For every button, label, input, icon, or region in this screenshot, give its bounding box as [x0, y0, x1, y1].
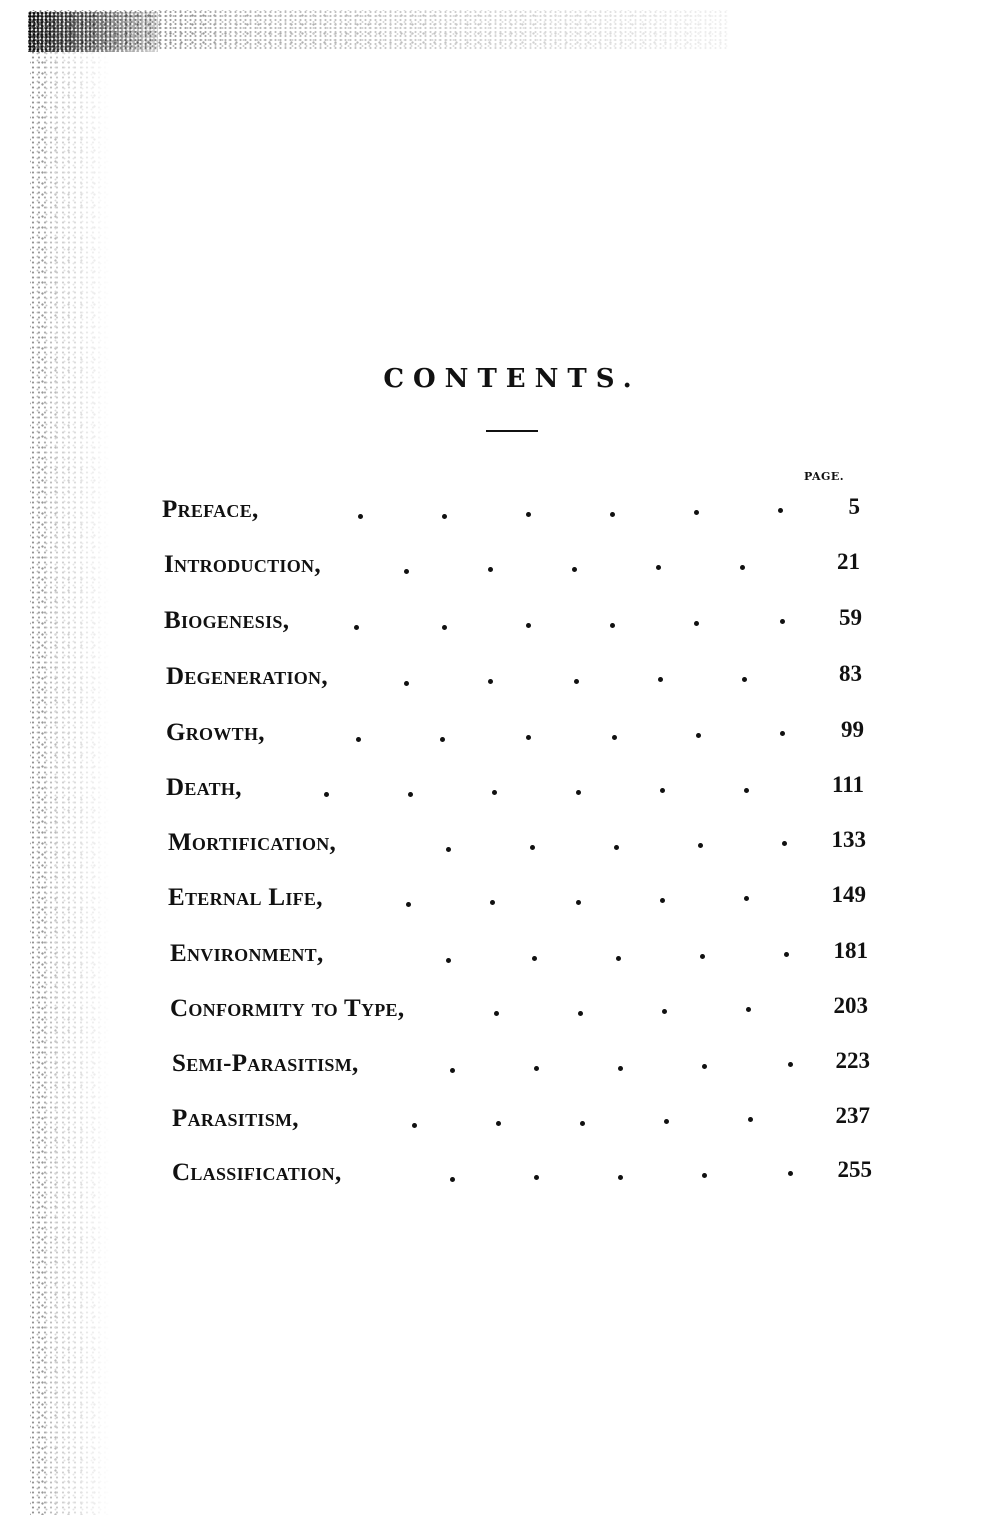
toc-entry-title: Introduction,	[164, 551, 321, 578]
leader-dot	[576, 790, 581, 795]
leader-dot	[616, 956, 621, 961]
toc-entry-title: Growth,	[166, 719, 265, 746]
leader-dot	[694, 510, 699, 515]
toc-entry	[0, 825, 1000, 865]
leader-dot	[450, 1177, 455, 1182]
leader-dot	[354, 625, 359, 630]
leader-dot	[658, 677, 663, 682]
leader-dot	[700, 954, 705, 959]
leader-dot	[746, 1007, 751, 1012]
leader-dot	[442, 625, 447, 630]
toc-entry	[0, 880, 1000, 920]
leader-dot	[440, 737, 445, 742]
leader-dot	[442, 514, 447, 519]
toc-entry-page: 5	[848, 494, 860, 519]
toc-entry	[0, 1046, 1000, 1086]
leader-dot	[534, 1066, 539, 1071]
leader-dot	[780, 731, 785, 736]
leader-dot	[702, 1064, 707, 1069]
toc-entry	[0, 991, 1000, 1031]
toc-entry-title: Parasitism,	[172, 1105, 299, 1132]
leader-dot	[490, 900, 495, 905]
leader-dot	[744, 896, 749, 901]
leader-dot	[748, 1117, 753, 1122]
leader-dot	[356, 737, 361, 742]
toc-entry-title: Conformity to Type,	[170, 995, 405, 1022]
leader-dot	[578, 1011, 583, 1016]
leader-dot	[788, 1171, 793, 1176]
toc-entry-page: 181	[833, 938, 868, 963]
leader-dot	[610, 623, 615, 628]
toc-entry	[0, 770, 1000, 810]
toc-entry-title: Mortification,	[168, 829, 337, 856]
leader-dot	[660, 788, 665, 793]
toc-entry-page: 133	[831, 827, 866, 852]
toc-entry	[0, 715, 1000, 755]
leader-dot	[494, 1011, 499, 1016]
toc-entry-page: 203	[833, 993, 868, 1018]
toc-entry	[0, 492, 1000, 532]
leader-dot	[618, 1175, 623, 1180]
leader-dot	[530, 845, 535, 850]
leader-dot	[580, 1121, 585, 1126]
leader-dot	[358, 514, 363, 519]
leader-dot	[534, 1175, 539, 1180]
leader-dot	[526, 512, 531, 517]
leader-dot	[656, 565, 661, 570]
leader-dot	[408, 792, 413, 797]
leader-dot	[610, 512, 615, 517]
leader-dot	[404, 681, 409, 686]
toc-entry-title: Environment,	[170, 940, 324, 967]
toc-entry	[0, 547, 1000, 587]
leader-dot	[702, 1173, 707, 1178]
toc-entry	[0, 1155, 1000, 1195]
page-title: CONTENTS.	[383, 364, 641, 394]
leader-dot	[740, 565, 745, 570]
toc-entry-title: Classification,	[172, 1159, 342, 1186]
leader-dot	[696, 733, 701, 738]
leader-dot	[778, 508, 783, 513]
page-column-heading: PAGE.	[804, 470, 845, 483]
leader-dot	[662, 1009, 667, 1014]
leader-dot	[526, 623, 531, 628]
leader-dot	[572, 567, 577, 572]
leader-dot	[574, 679, 579, 684]
leader-dot	[496, 1121, 501, 1126]
leader-dot	[404, 569, 409, 574]
leader-dot	[488, 567, 493, 572]
leader-dot	[782, 841, 787, 846]
leader-dot	[744, 788, 749, 793]
toc-entry-title: Eternal Life,	[168, 884, 323, 911]
leader-dot	[446, 847, 451, 852]
toc-entry	[0, 1101, 1000, 1141]
toc-entry-page: 223	[835, 1048, 870, 1073]
toc-entry-page: 237	[835, 1103, 870, 1128]
toc-entry	[0, 659, 1000, 699]
toc-entry-title: Preface,	[162, 496, 259, 523]
toc-entry-page: 99	[841, 717, 864, 742]
leader-dot	[450, 1068, 455, 1073]
toc-entry-title: Biogenesis,	[164, 607, 290, 634]
leader-dot	[576, 900, 581, 905]
toc-entry	[0, 936, 1000, 976]
leader-dot	[742, 677, 747, 682]
leader-dot	[446, 958, 451, 963]
leader-dot	[612, 735, 617, 740]
toc-entry-page: 21	[837, 549, 860, 574]
leader-dot	[412, 1123, 417, 1128]
toc-entry-page: 149	[831, 882, 866, 907]
leader-dot	[532, 956, 537, 961]
leader-dot	[618, 1066, 623, 1071]
toc-entry-title: Death,	[166, 774, 242, 801]
toc-entry-title: Semi-Parasitism,	[172, 1050, 359, 1077]
leader-dot	[784, 952, 789, 957]
toc-entry-page: 59	[839, 605, 862, 630]
leader-dot	[526, 735, 531, 740]
leader-dot	[780, 619, 785, 624]
toc-entry-title: Degeneration,	[166, 663, 328, 690]
leader-dot	[788, 1062, 793, 1067]
leader-dot	[406, 902, 411, 907]
leader-dot	[488, 679, 493, 684]
leader-dot	[698, 843, 703, 848]
toc-entry	[0, 603, 1000, 643]
leader-dot	[694, 621, 699, 626]
leader-dot	[660, 898, 665, 903]
leader-dot	[614, 845, 619, 850]
toc-entry-page: 111	[832, 772, 864, 797]
leader-dot	[324, 792, 329, 797]
toc-entry-page: 83	[839, 661, 862, 686]
toc-entry-page: 255	[837, 1157, 872, 1182]
leader-dot	[664, 1119, 669, 1124]
leader-dot	[492, 790, 497, 795]
